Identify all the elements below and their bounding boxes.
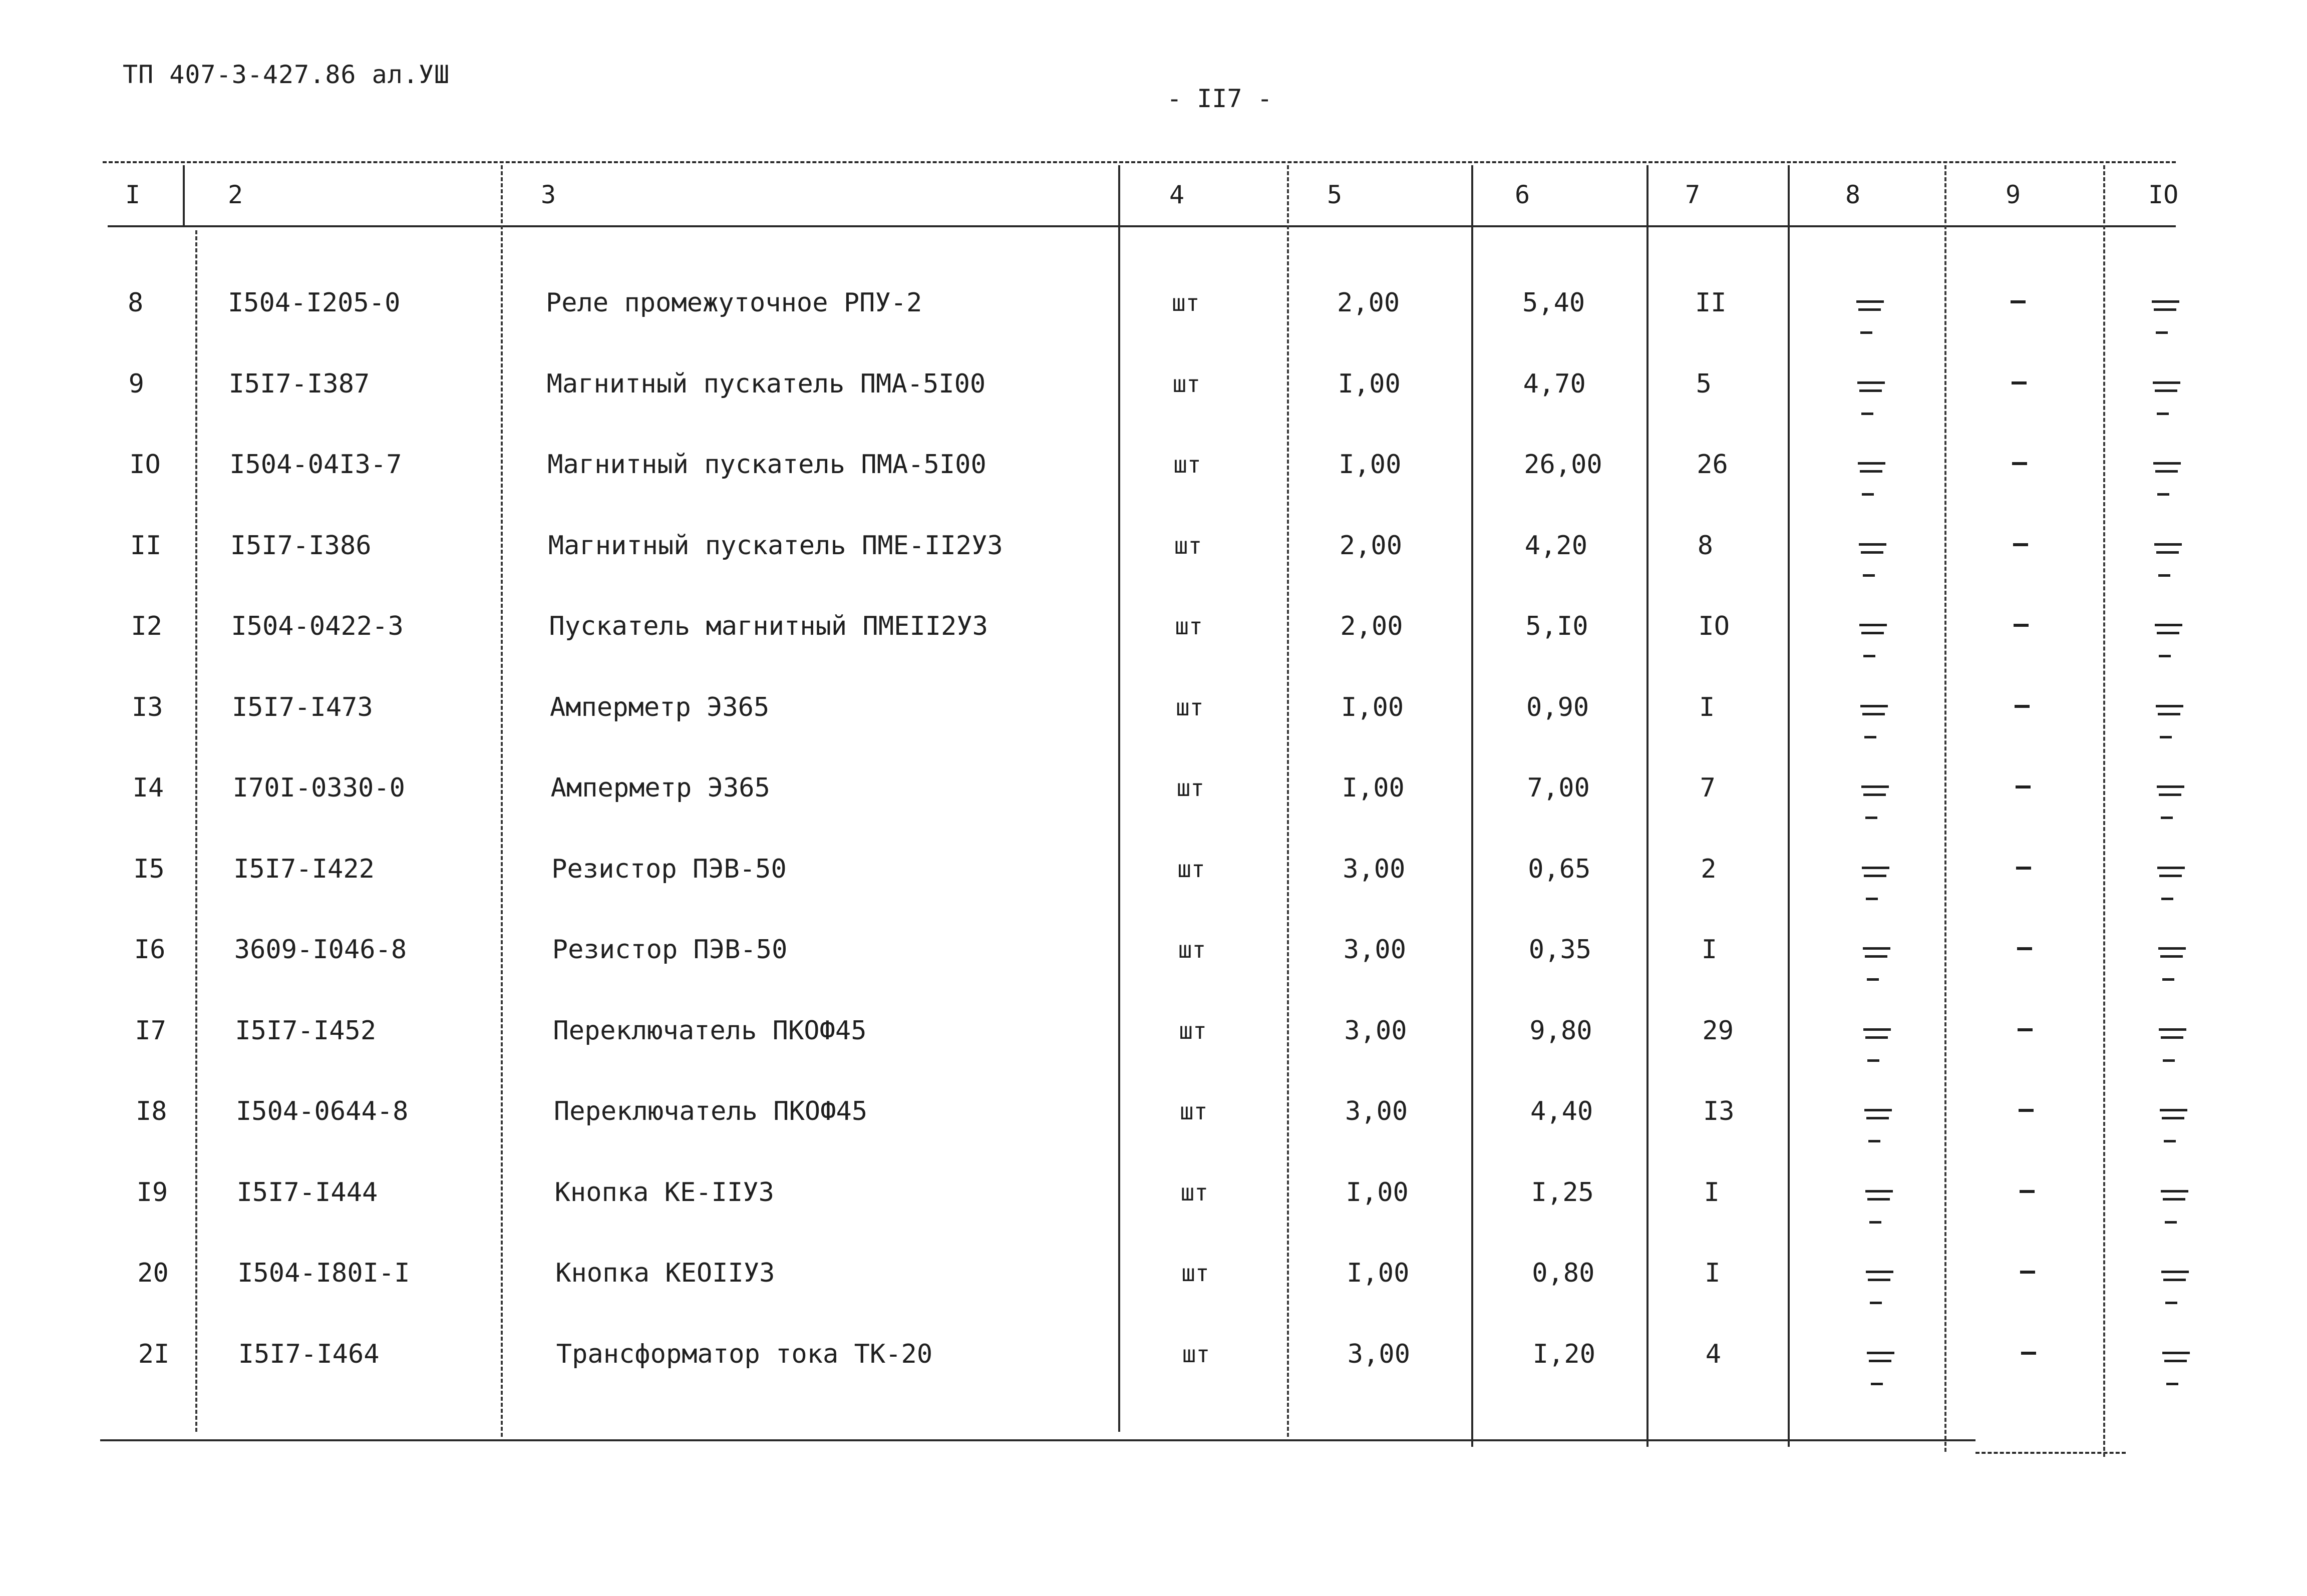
item-code: 3609-I046-8	[234, 935, 407, 965]
total: II	[1695, 288, 1727, 318]
item-code: I504-04I3-7	[229, 450, 402, 480]
price: 0,65	[1528, 854, 1591, 884]
header-bottom-rule	[108, 225, 2176, 227]
unit: шт	[1176, 774, 1204, 802]
dash-mark-col10	[2152, 381, 2182, 427]
dash-mark-col8	[1865, 1271, 1895, 1316]
item-name: Переключатель ПКОФ45	[553, 1015, 867, 1046]
row-number: I9	[136, 1177, 168, 1208]
dash-mark-col9	[2021, 1352, 2036, 1355]
page-number: - II7 -	[1167, 84, 1272, 113]
quantity: 2,00	[1339, 530, 1403, 561]
row-number: 8	[128, 288, 144, 318]
dash-mark-col8	[1857, 462, 1887, 507]
item-code: I5I7-I387	[228, 368, 370, 399]
dash-mark-col9	[2011, 300, 2026, 303]
item-name: Магнитный пускатель ПМА-5I00	[547, 450, 986, 480]
item-code: I5I7-I464	[238, 1339, 380, 1369]
dash-mark-col10	[2156, 785, 2186, 831]
item-code: I5I7-I444	[236, 1177, 378, 1208]
unit: шт	[1175, 613, 1203, 640]
total: 2	[1701, 854, 1717, 884]
column-header-2: 2	[228, 180, 243, 209]
item-name: Реле промежуточное РПУ-2	[546, 288, 922, 318]
table-bottom-rule	[100, 1439, 1975, 1441]
quantity: I,00	[1346, 1177, 1409, 1208]
unit: шт	[1181, 1260, 1209, 1287]
dash-mark-col10	[2156, 867, 2186, 912]
price: 4,20	[1524, 530, 1588, 561]
dash-mark-col10	[2158, 1028, 2188, 1073]
row-number: I5	[133, 854, 165, 884]
dash-mark-col10	[2160, 1271, 2190, 1316]
dash-mark-col9	[2016, 785, 2031, 788]
total: 29	[1702, 1015, 1734, 1046]
column-header-4: 4	[1169, 180, 1185, 209]
column-header-1: I	[125, 180, 141, 209]
unit: шт	[1172, 289, 1200, 316]
price: 9,80	[1529, 1015, 1592, 1046]
total: 26	[1697, 450, 1728, 480]
dash-mark-col9	[2019, 1109, 2034, 1112]
item-name: Кнопка КЕOIIУ3	[555, 1258, 775, 1288]
dash-mark-col9	[2020, 1190, 2035, 1193]
price: 0,90	[1526, 692, 1589, 722]
dash-mark-col10	[2161, 1352, 2191, 1397]
dash-mark-col10	[2152, 462, 2182, 507]
dash-mark-col8	[1864, 1190, 1894, 1235]
item-name: Пускатель магнитный ПМЕII2У3	[549, 611, 988, 641]
item-code: I5I7-I473	[232, 692, 373, 722]
table-row	[0, 932, 2307, 1013]
unit: шт	[1180, 1098, 1208, 1125]
dash-mark-col8	[1863, 1109, 1893, 1154]
item-code: I504-0644-8	[236, 1096, 409, 1126]
table-row	[0, 609, 2307, 690]
item-code: I5I7-I386	[230, 530, 372, 561]
quantity: I,00	[1347, 1258, 1410, 1288]
quantity: 3,00	[1345, 1096, 1408, 1126]
dash-mark-col8	[1862, 947, 1892, 992]
unit: шт	[1172, 370, 1200, 397]
quantity: I,00	[1341, 692, 1404, 722]
dash-mark-col10	[2159, 1109, 2189, 1154]
item-name: Амперметр Э365	[550, 773, 770, 803]
table-row	[0, 366, 2307, 448]
quantity: 2,00	[1337, 288, 1400, 318]
total: I3	[1703, 1096, 1735, 1126]
table-row	[0, 1256, 2307, 1337]
table-row	[0, 447, 2307, 528]
unit: шт	[1182, 1340, 1210, 1368]
column-header-10: IO	[2148, 180, 2179, 209]
table-row	[0, 1337, 2307, 1418]
column-header-3: 3	[541, 180, 556, 209]
quantity: 3,00	[1347, 1339, 1411, 1369]
dash-mark-col9	[2012, 462, 2027, 465]
price: 5,I0	[1525, 611, 1588, 641]
dash-mark-col10	[2155, 705, 2185, 750]
dash-mark-col8	[1860, 785, 1890, 831]
item-name: Резистор ПЭВ-50	[551, 854, 787, 884]
quantity: 3,00	[1343, 935, 1407, 965]
dash-mark-col8	[1858, 543, 1888, 588]
total: I	[1701, 935, 1718, 965]
price: 7,00	[1527, 773, 1590, 803]
unit: шт	[1174, 532, 1202, 559]
item-code: I5I7-I422	[233, 854, 375, 884]
dash-mark-col9	[2020, 1271, 2035, 1274]
price: I,25	[1531, 1177, 1594, 1208]
dash-mark-col10	[2151, 300, 2181, 345]
table-row	[0, 1094, 2307, 1175]
table-row	[0, 1013, 2307, 1094]
total: IO	[1698, 611, 1730, 641]
dash-mark-col9	[2012, 381, 2027, 384]
row-number: I2	[131, 611, 163, 641]
quantity: 3,00	[1343, 854, 1406, 884]
row-number: I4	[132, 773, 164, 803]
column-header-8: 8	[1845, 180, 1861, 209]
quantity: I,00	[1342, 773, 1405, 803]
total: 5	[1696, 368, 1712, 399]
item-code: I504-0422-3	[231, 611, 404, 641]
price: 4,40	[1530, 1096, 1593, 1126]
dash-mark-col9	[2017, 947, 2032, 950]
total: I	[1699, 692, 1715, 722]
column-header-5: 5	[1327, 180, 1343, 209]
dash-mark-col8	[1861, 867, 1891, 912]
item-code: I504-I205-0	[228, 288, 401, 318]
quantity: I,00	[1338, 368, 1401, 399]
row-number: IO	[129, 450, 161, 480]
table-row	[0, 1175, 2307, 1256]
dash-mark-col8	[1866, 1352, 1896, 1397]
table-row	[0, 770, 2307, 852]
row-number: I6	[134, 935, 166, 965]
dash-mark-col8	[1858, 624, 1888, 669]
price: 5,40	[1522, 288, 1585, 318]
dash-mark-col10	[2153, 543, 2183, 588]
dash-mark-col8	[1855, 300, 1885, 345]
dash-mark-col8	[1859, 705, 1889, 750]
item-code: I5I7-I452	[235, 1015, 377, 1046]
dash-mark-col9	[2016, 867, 2031, 870]
item-code: I504-I80I-I	[237, 1258, 410, 1288]
item-name: Магнитный пускатель ПМЕ-II2У3	[548, 530, 1003, 561]
item-name: Трансформатор тока ТК-20	[556, 1339, 933, 1369]
item-name: Переключатель ПКОФ45	[554, 1096, 868, 1126]
document-code: ТП 407-3-427.86 ал.УШ	[123, 60, 450, 89]
row-number: I7	[135, 1015, 167, 1046]
unit: шт	[1178, 936, 1206, 963]
total: I	[1704, 1177, 1720, 1208]
price: 26,00	[1524, 450, 1602, 480]
dash-mark-col9	[2015, 705, 2030, 708]
price: I,20	[1532, 1339, 1596, 1369]
price: 0,80	[1532, 1258, 1595, 1288]
dash-mark-col10	[2160, 1190, 2190, 1235]
column-header-9: 9	[2006, 180, 2021, 209]
total: 8	[1697, 530, 1714, 561]
quantity: 3,00	[1344, 1015, 1407, 1046]
item-name: Кнопка КЕ-IIУ3	[554, 1177, 774, 1208]
table-top-rule	[103, 161, 2176, 163]
column-header-7: 7	[1685, 180, 1701, 209]
row-number: II	[130, 530, 162, 561]
unit: шт	[1180, 1178, 1208, 1206]
row-number: I3	[132, 692, 163, 722]
dash-mark-col9	[2014, 624, 2029, 627]
table-row	[0, 528, 2307, 609]
table-row	[0, 690, 2307, 771]
row-number: 2I	[138, 1339, 170, 1369]
table-row	[0, 852, 2307, 933]
item-name: Амперметр Э365	[550, 692, 770, 722]
quantity: 2,00	[1340, 611, 1403, 641]
price: 0,35	[1528, 935, 1592, 965]
dash-mark-col8	[1856, 381, 1886, 427]
dash-mark-col9	[2018, 1028, 2033, 1031]
row-number: I8	[136, 1096, 167, 1126]
table-row	[0, 285, 2307, 366]
item-code: I70I-0330-0	[232, 773, 405, 803]
total: 7	[1700, 773, 1716, 803]
unit: шт	[1173, 451, 1201, 478]
unit: шт	[1177, 855, 1205, 883]
column-header-6: 6	[1515, 180, 1530, 209]
total: 4	[1705, 1339, 1722, 1369]
row-number: 20	[137, 1258, 169, 1288]
dash-mark-col10	[2154, 624, 2184, 669]
item-name: Магнитный пускатель ПМА-5I00	[546, 368, 986, 399]
quantity: I,00	[1339, 450, 1402, 480]
total: I	[1705, 1258, 1721, 1288]
price: 4,70	[1523, 368, 1586, 399]
unit: шт	[1176, 693, 1204, 721]
row-number: 9	[128, 368, 144, 399]
item-name: Резистор ПЭВ-50	[552, 935, 788, 965]
column-divider-1	[183, 165, 185, 225]
unit: шт	[1179, 1017, 1207, 1044]
dash-mark-col9	[2013, 543, 2028, 546]
dash-mark-col10	[2157, 947, 2187, 992]
dash-mark-col8	[1862, 1028, 1892, 1073]
